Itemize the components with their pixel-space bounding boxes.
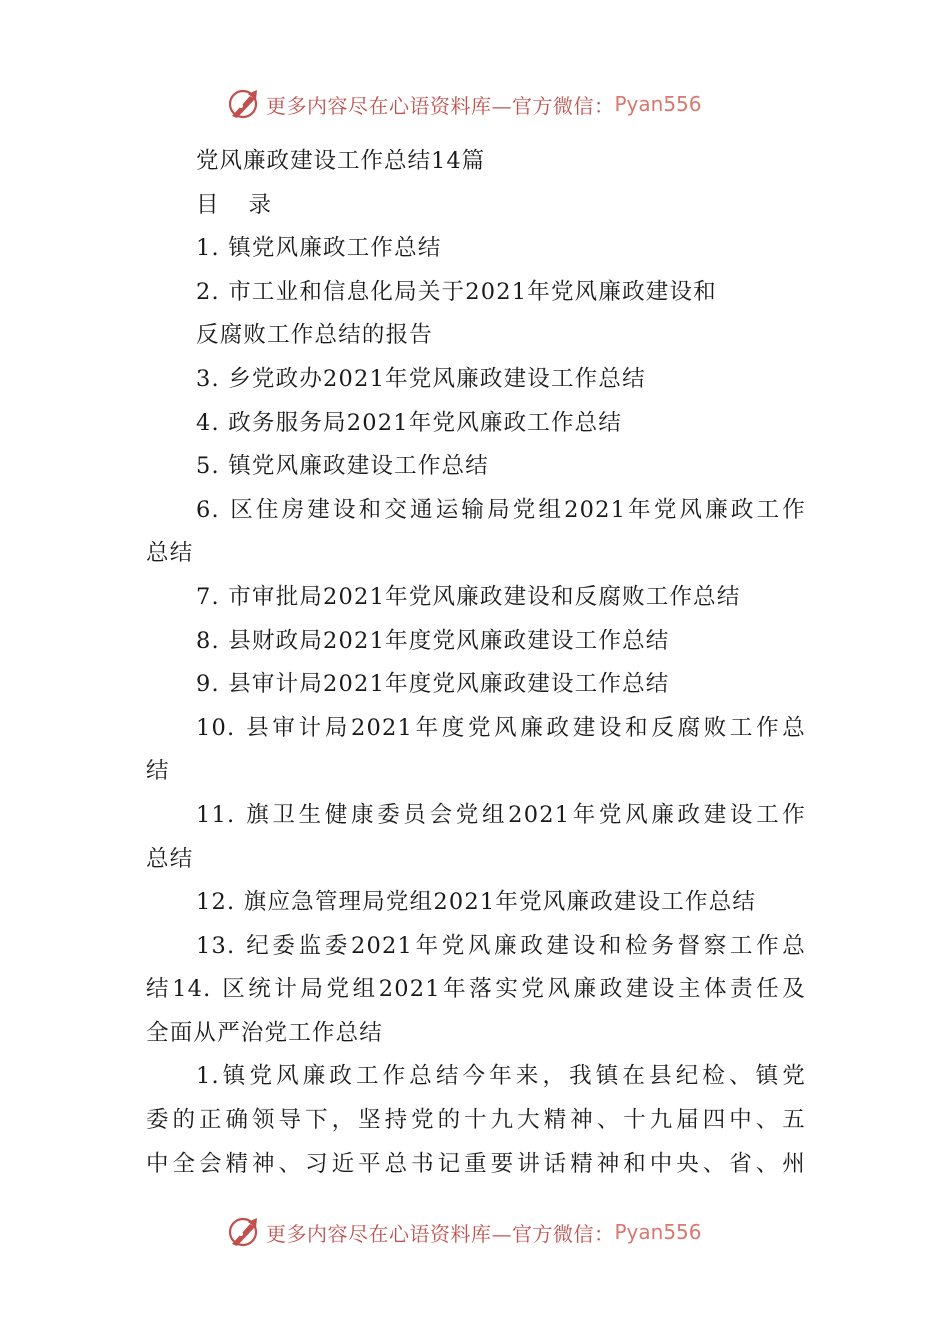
- toc-item-6: 6. 区住房建设和交通运输局党组2021年党风廉政工作: [196, 496, 806, 523]
- toc-item-11: 11. 旗卫生健康委员会党组2021年党风廉政建设工作: [196, 801, 806, 828]
- watermark-text: 更多内容尽在心语资料库—官方微信：: [266, 93, 615, 118]
- watermark-header: [226, 84, 702, 124]
- watermark-wechat-id: Pyan556: [614, 1220, 702, 1244]
- watermark-footer: [226, 1212, 702, 1252]
- toc-heading-char-1: 目: [196, 191, 219, 218]
- toc-item-5: 5. 镇党风廉政建设工作总结: [196, 453, 489, 480]
- document-title: 党风廉政建设工作总结14篇: [196, 148, 486, 174]
- document-body: [146, 140, 806, 1186]
- toc-item-6-cont: 总结: [146, 540, 194, 567]
- pen-logo-icon: [226, 1214, 262, 1250]
- watermark-text: 更多内容尽在心语资料库—官方微信：: [266, 1221, 615, 1246]
- toc-item-7: 7. 市审批局2021年党风廉政建设和反腐败工作总结: [196, 583, 741, 610]
- toc-item-13: 13. 纪委监委2021年党风廉政建设和检务督察工作总: [196, 932, 806, 959]
- body-paragraph-line-1: 1.镇党风廉政工作总结今年来，我镇在县纪检、镇党: [196, 1063, 806, 1090]
- toc-item-14-cont: 全面从严治党工作总结: [146, 1019, 384, 1046]
- toc-heading-char-2: 录: [248, 191, 272, 218]
- watermark-wechat-id: Pyan556: [614, 92, 702, 116]
- toc-item-10: 10. 县审计局2021年度党风廉政建设和反腐败工作总: [196, 714, 806, 741]
- toc-item-4: 4. 政务服务局2021年党风廉政工作总结: [196, 409, 623, 436]
- toc-heading: [146, 184, 806, 228]
- toc-item-10-cont: 结: [146, 758, 170, 785]
- body-paragraph-line-2: 委的正确领导下，坚持党的十九大精神、十九届四中、五: [146, 1107, 806, 1134]
- body-paragraph-line-3: 中全会精神、习近平总书记重要讲话精神和中央、省、州: [146, 1150, 806, 1177]
- pen-logo-icon: [226, 86, 262, 122]
- toc-item-2: 2. 市工业和信息化局关于2021年党风廉政建设和: [196, 278, 717, 305]
- toc-item-11-cont: 总结: [146, 845, 194, 872]
- toc-item-1: 1. 镇党风廉政工作总结: [196, 235, 442, 262]
- toc-item-8: 8. 县财政局2021年度党风廉政建设工作总结: [196, 627, 670, 654]
- toc-item-3: 3. 乡党政办2021年党风廉政建设工作总结: [196, 365, 646, 392]
- toc-item-12: 12. 旗应急管理局党组2021年党风廉政建设工作总结: [196, 889, 757, 916]
- toc-item-14: 结14. 区统计局党组2021年落实党风廉政建设主体责任及: [146, 976, 806, 1003]
- toc-item-2-cont: 反腐败工作总结的报告: [196, 322, 434, 349]
- toc-item-9: 9. 县审计局2021年度党风廉政建设工作总结: [196, 671, 670, 698]
